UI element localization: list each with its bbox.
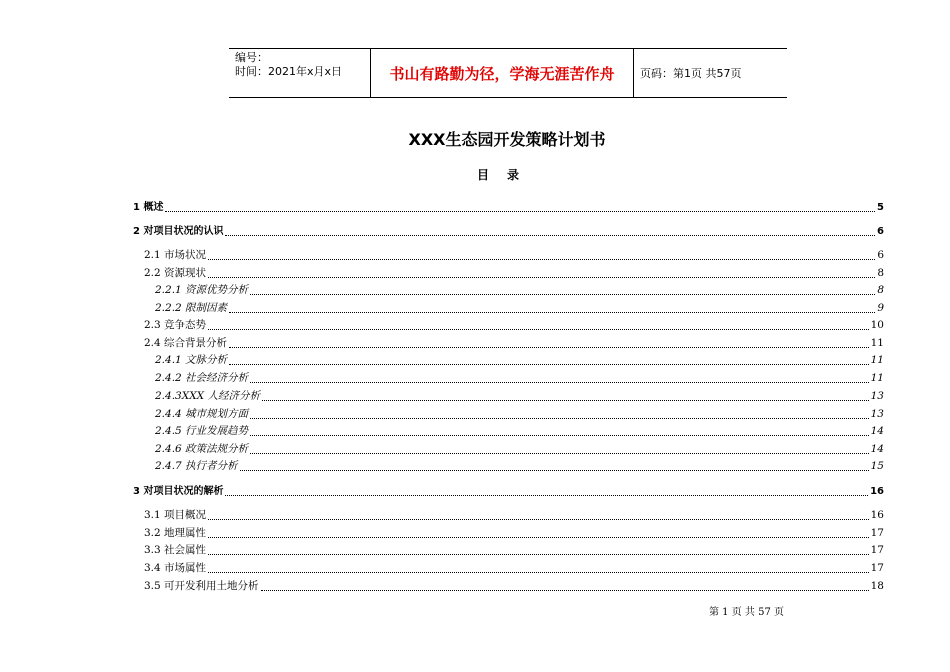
toc-leader-dots — [165, 211, 875, 212]
toc-leader-dots — [250, 294, 875, 295]
toc-leader-dots — [225, 495, 868, 496]
header-page-info: 页码：第1页 共57页 — [640, 67, 742, 80]
toc-heading: 目录 — [476, 168, 537, 182]
toc-entry-page: 6 — [877, 249, 884, 261]
toc-entry-page: 13 — [870, 408, 884, 420]
toc-entry[interactable] — [144, 544, 884, 557]
toc-leader-dots — [250, 382, 869, 383]
toc-leader-dots — [250, 435, 869, 436]
date-label: 时间：2021年x月x日 — [235, 65, 343, 78]
toc-entry-title: 2 对项目状况的认识 — [133, 226, 224, 237]
toc-leader-dots — [240, 470, 869, 471]
toc-entry-title: 2.4 综合背景分析 — [144, 337, 228, 349]
toc-entry-title: 2.4.1 文脉分析 — [155, 354, 228, 366]
toc-entry-title: 3.2 地理属性 — [144, 527, 207, 539]
toc-entry[interactable] — [133, 225, 884, 238]
toc-entry-page: 8 — [877, 267, 884, 279]
toc-entry-page: 10 — [870, 319, 884, 331]
toc-entry-page: 13 — [870, 390, 884, 402]
toc-entry[interactable] — [144, 267, 884, 280]
toc-entry-title: 2.2.2 限制因素 — [155, 302, 228, 314]
number-label: 编号： — [235, 51, 268, 64]
toc-entry[interactable] — [144, 319, 884, 332]
toc-entry[interactable] — [133, 201, 884, 214]
toc-leader-dots — [225, 235, 875, 236]
toc-entry[interactable] — [155, 460, 884, 473]
toc-entry[interactable] — [155, 284, 884, 297]
toc-entry-title: 3 对项目状况的解析 — [133, 486, 224, 497]
toc-entry-title: 3.4 市场属性 — [144, 562, 207, 574]
page-header — [229, 48, 787, 98]
header-motto: 书山有路勤为径，学海无涯苦作舟 — [370, 49, 634, 97]
toc-entry-title: 2.1 市场状况 — [144, 249, 207, 261]
toc-entry-title: 2.4.3XXX 人经济分析 — [155, 390, 260, 402]
toc-entry-page: 18 — [870, 580, 884, 592]
toc-entry-page: 16 — [870, 509, 884, 521]
header-meta — [229, 49, 370, 97]
toc-entry-title: 2.4.7 执行者分析 — [155, 460, 238, 472]
toc-entry-page: 5 — [877, 202, 884, 213]
toc-entry[interactable] — [155, 425, 884, 438]
toc-entry-title: 3.5 可开发利用土地分析 — [144, 580, 259, 592]
document-title: XXX生态园开发策略计划书 — [408, 130, 606, 149]
toc-leader-dots — [229, 312, 875, 313]
toc-entry[interactable] — [133, 485, 884, 498]
toc-entry-title: 2.4.2 社会经济分析 — [155, 372, 249, 384]
toc-entry-page: 17 — [870, 544, 884, 556]
toc-leader-dots — [229, 347, 869, 348]
toc-leader-dots — [208, 329, 869, 330]
toc-entry-title: 2.4.5 行业发展趋势 — [155, 425, 249, 437]
toc-entry-page: 8 — [877, 284, 884, 296]
toc-entry[interactable] — [144, 337, 884, 350]
toc-entry-title: 2.2.1 资源优势分析 — [155, 284, 249, 296]
toc-leader-dots — [262, 400, 869, 401]
toc-entry[interactable] — [144, 509, 884, 522]
toc-entry-page: 15 — [870, 460, 884, 472]
toc-entry-page: 16 — [870, 486, 884, 497]
toc-leader-dots — [261, 590, 869, 591]
toc-entry-title: 2.4.6 政策法规分析 — [155, 443, 249, 455]
toc-entry[interactable] — [155, 372, 884, 385]
toc-entry-page: 14 — [870, 443, 884, 455]
toc-leader-dots — [208, 537, 869, 538]
toc-entry[interactable] — [155, 302, 884, 315]
toc-entry[interactable] — [155, 390, 884, 403]
toc-entry-page: 17 — [870, 527, 884, 539]
toc-leader-dots — [208, 554, 869, 555]
toc-entry-title: 1 概述 — [133, 202, 164, 213]
toc-entry[interactable] — [155, 443, 884, 456]
toc-entry-title: 2.3 竞争态势 — [144, 319, 207, 331]
toc-entry[interactable] — [144, 580, 884, 593]
toc-leader-dots — [208, 519, 869, 520]
toc-leader-dots — [229, 364, 869, 365]
toc-leader-dots — [208, 259, 875, 260]
toc-entry-page: 6 — [877, 226, 884, 237]
toc-entry-page: 11 — [870, 372, 884, 384]
toc-entry-page: 17 — [870, 562, 884, 574]
toc-entry[interactable] — [155, 408, 884, 421]
toc-entry[interactable] — [144, 249, 884, 262]
page-footer: 第 1 页 共 57 页 — [709, 607, 784, 618]
toc-entry-title: 3.1 项目概况 — [144, 509, 207, 521]
toc-entry-page: 11 — [870, 354, 884, 366]
toc-entry[interactable] — [144, 527, 884, 540]
toc-entry-title: 2.2 资源现状 — [144, 267, 207, 279]
toc-entry-title: 3.3 社会属性 — [144, 544, 207, 556]
toc-leader-dots — [250, 453, 869, 454]
toc-entry-page: 11 — [870, 337, 884, 349]
toc-entry[interactable] — [144, 562, 884, 575]
toc-leader-dots — [208, 572, 869, 573]
toc-leader-dots — [250, 418, 869, 419]
toc-entry[interactable] — [155, 354, 884, 367]
toc-leader-dots — [208, 277, 875, 278]
toc-entry-title: 2.4.4 城市规划方面 — [155, 408, 249, 420]
toc-entry-page: 14 — [870, 425, 884, 437]
toc-entry-page: 9 — [877, 302, 884, 314]
